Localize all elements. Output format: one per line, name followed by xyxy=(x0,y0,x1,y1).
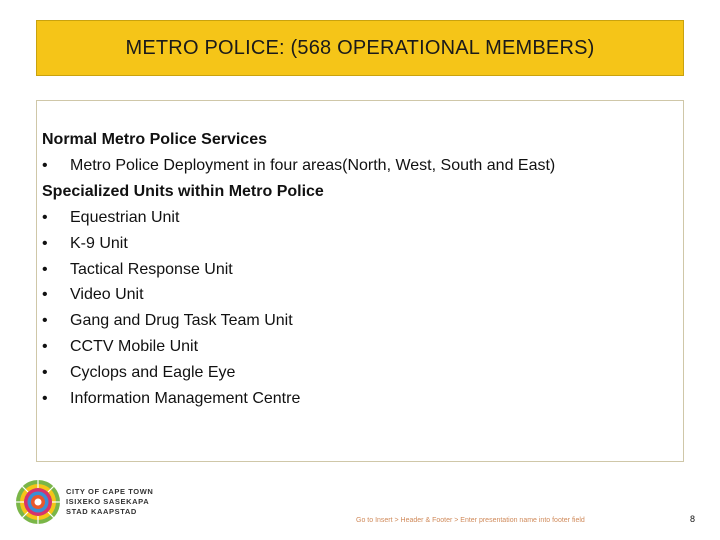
bullet-marker: • xyxy=(42,260,48,278)
logo-line-3: STAD KAAPSTAD xyxy=(66,507,137,516)
section-heading-specialized: Specialized Units within Metro Police xyxy=(42,182,324,200)
footer-placeholder: Go to Insert > Header & Footer > Enter presentation name into footer field xyxy=(356,517,585,524)
bullet-marker: • xyxy=(42,286,48,304)
list-item xyxy=(42,360,555,386)
list-item-text: CCTV Mobile Unit xyxy=(70,338,199,356)
section-heading-normal: Normal Metro Police Services xyxy=(42,131,267,148)
logo-line-2: ISIXEKO SASEKAPA xyxy=(66,497,150,506)
list-item xyxy=(42,334,555,360)
list-item-text: Metro Police Deployment in four areas(North, West, South and East) xyxy=(70,156,556,174)
bullet-marker: • xyxy=(42,156,48,174)
list-item-text: Information Management Centre xyxy=(70,390,301,408)
bullet-marker: • xyxy=(42,312,48,330)
list-item xyxy=(42,153,555,179)
list-item xyxy=(42,257,555,283)
city-emblem-icon xyxy=(14,478,62,526)
logo-line-1: CITY OF CAPE TOWN xyxy=(66,487,154,496)
list-item xyxy=(42,386,555,412)
bullet-marker: • xyxy=(42,208,48,226)
list-item xyxy=(42,231,555,257)
slide-title: METRO POLICE: (568 OPERATIONAL MEMBERS) xyxy=(125,36,595,59)
content-list xyxy=(42,127,555,412)
bullet-marker: • xyxy=(42,364,48,382)
bullet-marker: • xyxy=(42,234,48,252)
bullet-marker: • xyxy=(42,390,48,408)
logo-wordmark xyxy=(66,487,153,517)
list-item xyxy=(42,308,555,334)
list-item-text: Equestrian Unit xyxy=(70,208,180,226)
page-number: 8 xyxy=(690,514,696,524)
title-banner xyxy=(36,20,684,76)
list-item-text: K-9 Unit xyxy=(70,234,128,252)
list-item xyxy=(42,205,555,231)
city-logo xyxy=(14,478,153,526)
list-item xyxy=(42,282,555,308)
list-item-text: Gang and Drug Task Team Unit xyxy=(70,312,293,330)
list-item-text: Video Unit xyxy=(70,286,144,304)
bullet-marker: • xyxy=(42,338,48,356)
list-item-text: Tactical Response Unit xyxy=(70,260,233,278)
list-item-text: Cyclops and Eagle Eye xyxy=(70,364,236,382)
